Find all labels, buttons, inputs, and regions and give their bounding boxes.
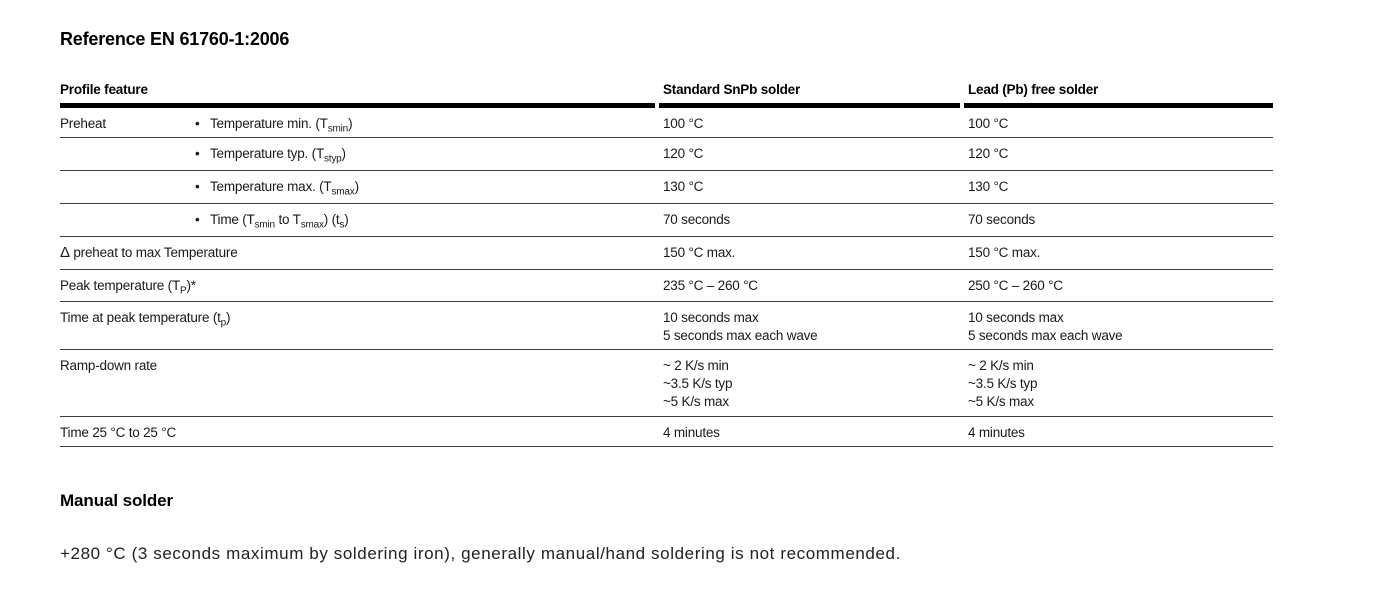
bullet-marker: • xyxy=(195,146,200,161)
value-cell-pbfree: 4 minutes xyxy=(968,425,1025,440)
row-group-label xyxy=(60,138,195,170)
manual-solder-heading: Manual solder xyxy=(60,491,174,510)
value-cell-pbfree: 120 °C xyxy=(968,146,1009,161)
value-cell-snpb: ~ 2 K/s min ~3.5 K/s typ ~5 K/s max xyxy=(663,358,733,409)
bullet-marker: • xyxy=(195,212,200,227)
value-cell-snpb: 100 °C xyxy=(663,116,704,131)
feature-cell: Time 25 °C to 25 °C xyxy=(60,425,177,440)
value-cell-pbfree: 100 °C xyxy=(968,116,1009,131)
value-cell-pbfree: 150 °C max. xyxy=(968,245,1041,260)
value-cell-pbfree: 130 °C xyxy=(968,179,1009,194)
row-group-label xyxy=(60,171,195,203)
value-cell-snpb: 130 °C xyxy=(663,179,704,194)
table-row xyxy=(60,171,1273,204)
header-rule-gap xyxy=(960,103,964,108)
manual-solder-text: +280 °C (3 seconds maximum by soldering iron), generally manual/hand soldering is not recommended. xyxy=(60,544,901,563)
value-cell-snpb: 70 seconds xyxy=(663,212,731,227)
header-rule xyxy=(60,103,1273,108)
value-cell-pbfree: 10 seconds max 5 seconds max each wave xyxy=(968,310,1123,343)
column-header-snpb: Standard SnPb solder xyxy=(663,82,801,97)
bullet-marker: • xyxy=(195,116,200,131)
table-row xyxy=(60,108,1273,138)
feature-cell: Δ preheat to max Temperature xyxy=(60,244,238,261)
feature-cell: • Time ($T_{smin}$ to $T_{smax}$) $(t_s)$ xyxy=(195,212,349,231)
feature-cell: • Temperature typ. $(T_{styp})$ xyxy=(195,146,346,165)
feature-cell: • Temperature min. $(T_{smin})$ xyxy=(195,116,353,135)
value-cell-snpb: 235 °C – 260 °C xyxy=(663,278,758,293)
header-rule-gap xyxy=(655,103,659,108)
bullet-marker: • xyxy=(195,179,200,194)
value-cell-pbfree: 70 seconds xyxy=(968,212,1036,227)
page-content xyxy=(60,0,1274,564)
delta-symbol: Δ xyxy=(60,244,70,261)
table-row xyxy=(60,302,1273,350)
table-row xyxy=(60,350,1273,417)
feature-cell: Peak temperature $(T_P)*$ xyxy=(60,278,196,297)
table-row xyxy=(60,417,1273,447)
table-header-row xyxy=(60,82,1273,103)
value-cell-snpb: 10 seconds max 5 seconds max each wave xyxy=(663,310,818,343)
feature-cell: Ramp-down rate xyxy=(60,358,157,373)
column-header-pbfree: Lead (Pb) free solder xyxy=(968,82,1099,97)
table-row xyxy=(60,138,1273,171)
table-row xyxy=(60,237,1273,270)
solder-profile-table xyxy=(60,82,1273,447)
value-cell-pbfree: 250 °C – 260 °C xyxy=(968,278,1063,293)
table-row xyxy=(60,270,1273,302)
row-group-label xyxy=(60,204,195,236)
value-cell-snpb: 120 °C xyxy=(663,146,704,161)
value-cell-snpb: 150 °C max. xyxy=(663,245,736,260)
table-row xyxy=(60,204,1273,237)
column-header-profile-feature: Profile feature xyxy=(60,82,148,97)
feature-cell: • Temperature max. $(T_{smax})$ xyxy=(195,179,359,198)
value-cell-pbfree: ~ 2 K/s min ~3.5 K/s typ ~5 K/s max xyxy=(968,358,1038,409)
feature-cell: Time at peak temperature $(t_p)$ xyxy=(60,310,231,329)
row-group-label: Preheat xyxy=(60,116,106,131)
value-cell-snpb: 4 minutes xyxy=(663,425,720,440)
page-title: Reference EN 61760-1:2006 xyxy=(60,29,290,49)
